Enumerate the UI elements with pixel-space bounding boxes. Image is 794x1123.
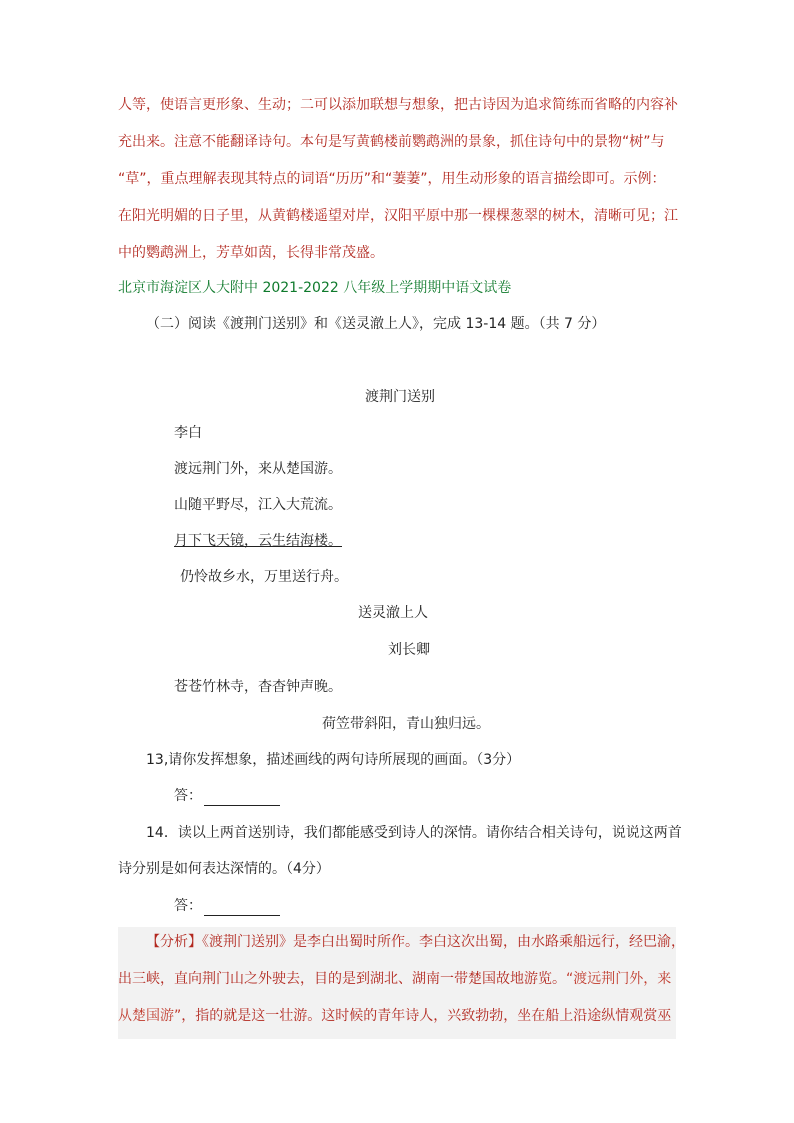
analysis-line-2-text: 出三峡，直向荆门山之外驶去，目的是到湖北、湖南一带楚国故地游览。 <box>118 971 566 987</box>
q14-answer-row <box>174 896 280 916</box>
analysis-tag: 【分析】 <box>146 934 202 950</box>
poem2-line-2: 荷笠带斜阳，青山独归远。 <box>322 716 490 732</box>
question-14-line-2: 诗分别是如何表达深情的。（4分） <box>118 861 330 877</box>
poem1-line-2: 山随平野尽，江入大荒流。 <box>174 497 342 513</box>
q13-answer-blank[interactable] <box>204 791 280 806</box>
analysis-line-1 <box>146 932 685 952</box>
analysis-line-3 <box>118 1006 671 1026</box>
analysis-line-2-quote: “渡远荆门外，来 <box>566 971 672 987</box>
poem2-title: 送灵澈上人 <box>358 605 428 621</box>
explanation-line-1: 人等，使语言更形象、生动；二可以添加联想与想象，把古诗因为追求简练而省略的内容补 <box>118 97 678 113</box>
question-13: 13,请你发挥想象，描述画线的两句诗所展现的画面。（3分） <box>146 752 521 768</box>
analysis-line-3-text: ，指的就是这一壮游。这时候的青年诗人，兴致勃勃，坐在船上沿途纵情观赏巫 <box>181 1008 672 1024</box>
section-heading: （二）阅读《渡荆门送别》和《送灵澈上人》，完成 13-14 题。（共 7 分） <box>146 316 606 332</box>
explanation-line-4: 在阳光明媚的日子里，从黄鹤楼遥望对岸，汉阳平原中那一棵棵葱翠的树木，清晰可见；江 <box>118 208 678 224</box>
poem1-title: 渡荆门送别 <box>365 389 435 405</box>
poem1-line-4: 仍怜故乡水，万里送行舟。 <box>180 569 348 585</box>
poem2-author: 刘长卿 <box>388 642 430 658</box>
poem2-line-1: 苍苍竹林寺，杳杳钟声晚。 <box>174 679 342 695</box>
analysis-line-3-quote: 从楚国游” <box>118 1008 182 1024</box>
poem1-line-1: 渡远荆门外，来从楚国游。 <box>174 461 342 477</box>
q13-answer-label: 答： <box>174 788 202 804</box>
analysis-line-1-text: 《渡荆门送别》是李白出蜀时所作。李白这次出蜀，由水路乘船远行，经巴渝， <box>202 934 685 950</box>
q14-answer-label: 答： <box>174 898 202 914</box>
explanation-line-2: 充出来。注意不能翻译诗句。本句是写黄鹤楼前鹦鹉洲的景象，抓住诗句中的景物“树”与 <box>118 134 665 150</box>
explanation-line-5: 中的鹦鹉洲上，芳草如茵，长得非常茂盛。 <box>118 245 384 261</box>
q13-answer-row <box>174 786 280 806</box>
poem1-author: 李白 <box>174 425 202 441</box>
explanation-line-3: “草”，重点理解表现其特点的词语“历历”和“萋萋”，用生动形象的语言描绘即可。示例： <box>118 171 666 187</box>
q14-answer-blank[interactable] <box>204 901 280 916</box>
analysis-line-2 <box>118 969 671 989</box>
question-14-line-1: 14．读以上两首送别诗，我们都能感受到诗人的深情。请你结合相关诗句，说说这两首 <box>146 825 682 841</box>
source-citation: 北京市海淀区人大附中 2021-2022 八年级上学期期中语文试卷 <box>118 280 512 296</box>
poem1-line-3-underlined: 月下飞天镜，云生结海楼。 <box>174 533 342 549</box>
